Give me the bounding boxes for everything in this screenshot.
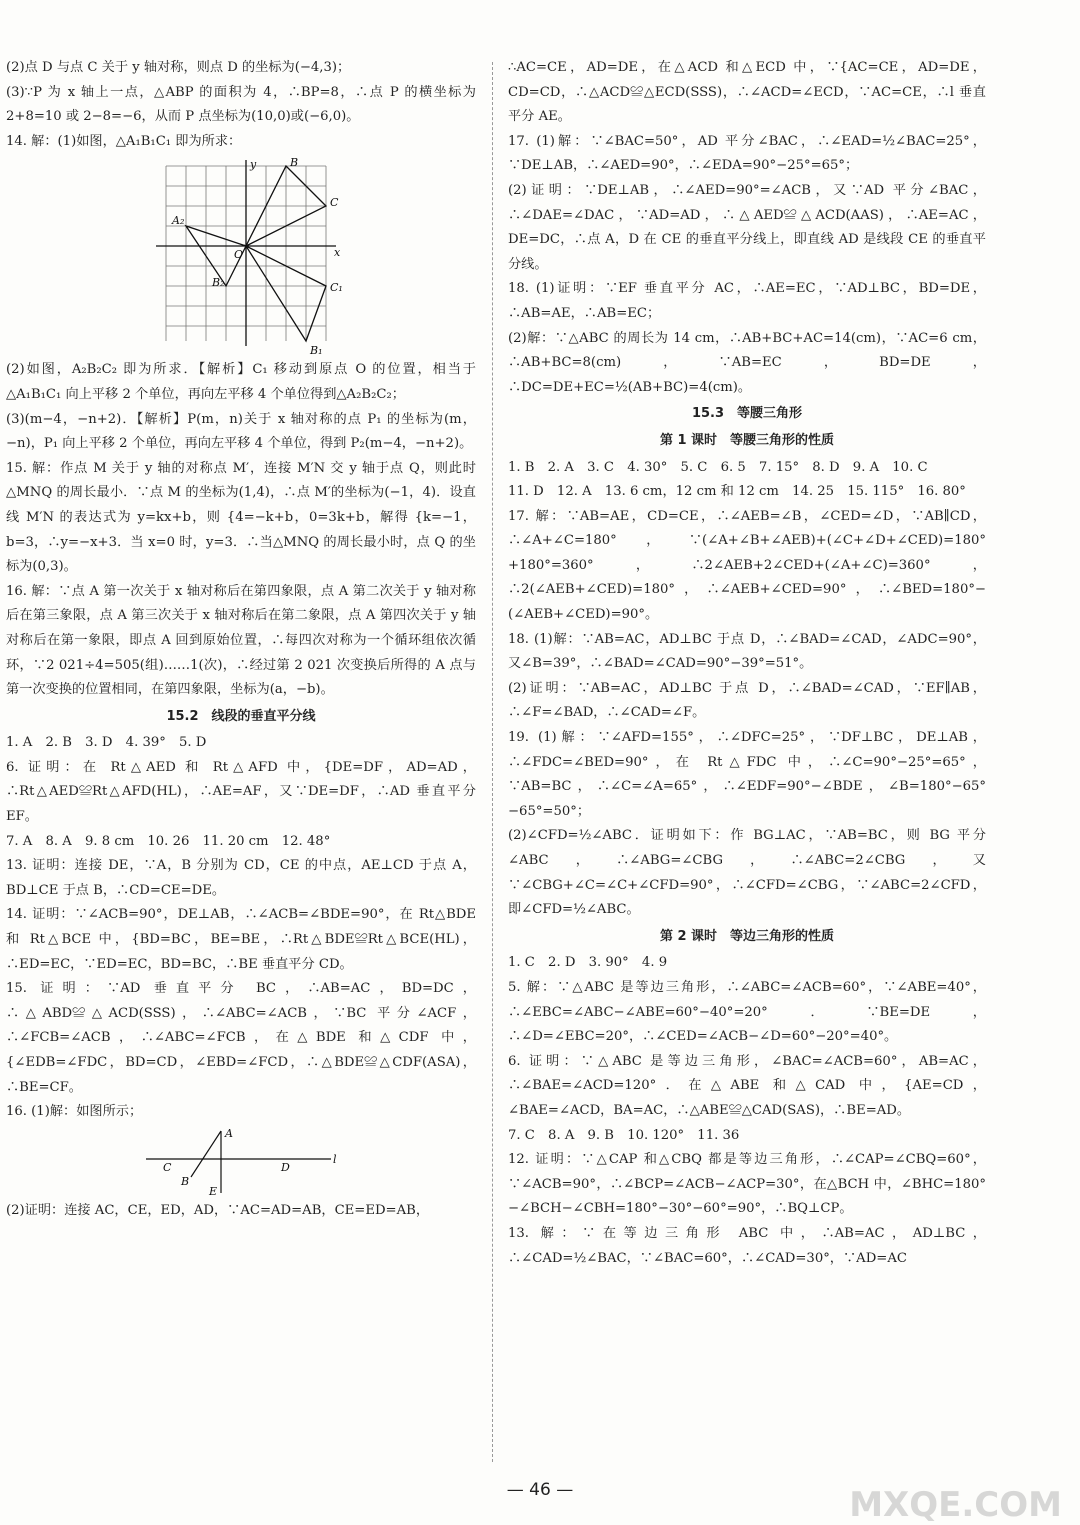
answer-text: (2)如图，A₂B₂C₂ 即为所求．【解析】C₁ 移动到原点 O 的位置，相当于△A₁B₁C₁ 向上平移 2 个单位，再向左平移 4 个单位得到△A₂B₂C₂； <box>6 362 476 402</box>
answer-text: 17. 解：∵AB=AE，CD=CE，∴∠AEB=∠B，∠CED=∠D，∵AB∥CD，∴∠A+∠C=180°，∵(∠A+∠B+∠AEB)+(∠C+∠D+∠CED)=180°+180°=360°，∴2∠AEB+2∠CED+(∠A+∠C)=360°，∴2(∠AEB+∠CED)=180°，∴∠AEB+∠CED=90°，∴∠BED=180°−(∠AEB+∠CED)=90°。 <box>508 508 986 623</box>
answer-text: (3)(m−4，−n+2)．【解析】P(m，n)关于 x 轴对称的点 P₁ 的坐标为(m，−n)，P₁ 向上平移 2 个单位，再向左平移 4 个单位，得到 P₂(m−4，−n+2)。 <box>6 411 476 452</box>
svg-text:O: O <box>234 248 244 262</box>
column-divider <box>492 62 493 1462</box>
lesson-title: 第 1 课时 等腰三角形的性质 <box>659 432 835 448</box>
svg-text:B₂: B₂ <box>212 276 225 290</box>
svg-text:E: E <box>209 1184 218 1197</box>
answer-text: (2)∠CFD=½∠ABC．证明如下：作 BG⊥AC，∵AB=BC，则 BG 平分∠ABC，∴∠ABG=∠CBG，∴∠ABC=2∠CBG，又∵∠CBG+∠C=∠C+∠CFD=90°，∴∠CFD=∠CBG，∵∠ABC=2∠CFD，即∠CFD=½∠ABC。 <box>508 828 986 918</box>
answer-text: 17. (1)解：∵∠BAC=50°，AD 平分∠BAC，∴∠EAD=½∠BAC=25°，∵DE⊥AB，∴∠AED=90°，∴∠EDA=90°−25°=65°； <box>508 133 986 174</box>
answer-text: 15. 证明：∵AD 垂直平分 BC，∴AB=AC，BD=DC，∴△ABD≌△ACD(SSS)，∴∠ABC=∠ACB，∵BC 平分∠ACF，∴∠FCB=∠ACB，∴∠ABC=∠FCB，在△BDE 和△CDF 中，{∠EDB=∠FDC，BD=CD，∠EBD=∠FCD，∴△BDE≌△CDF(ASA)，∴BE=CF。 <box>6 981 476 1095</box>
answer-text: (2)证明：连接 AC，CE，ED，AD，∵AC=AD=AB，CE=ED=AB， <box>6 1202 430 1218</box>
svg-text:B: B <box>181 1174 190 1188</box>
svg-text:x: x <box>334 246 341 260</box>
answer-text: 13. 解：∵在等边三角形 ABC 中，∴AB=AC，AD⊥BC，∴∠CAD=½∠BAC，∵∠BAC=60°，∴∠CAD=30°，∵AD=AC <box>508 1225 986 1266</box>
answer-text: 6. 证明：在 Rt△AED 和 Rt△AFD 中，{DE=DF，AD=AD，∴Rt△AED≌Rt△AFD(HL)，∴AE=AF，又∵DE=DF，∴AD 垂直平分 EF。 <box>6 759 481 825</box>
svg-text:C: C <box>163 1160 172 1174</box>
coordinate-grid-figure <box>136 156 346 356</box>
svg-text:B: B <box>290 156 299 170</box>
svg-text:l: l <box>333 1152 337 1166</box>
left-column <box>6 56 481 1223</box>
answer-text: 18. (1)证明：∵EF 垂直平分 AC，∴AE=EC，∵AD⊥BC，BD=DE，∴AB=AE，∴AB=EC； <box>508 281 986 321</box>
answer-text: 5. 解：∵△ABC 是等边三角形，∴∠ABC=∠ACB=60°，∵∠ABE=40°，∴∠EBC=∠ABC−∠ABE=60°−40°=20°．∵BE=DE，∴∠D=∠EBC=20°，∴∠CED=∠ACB−∠D=60°−20°=40°。 <box>508 979 986 1045</box>
answer-text: 15. 解：作点 M 关于 y 轴的对称点 M′，连接 M′N 交 y 轴于点 Q，则此时△MNQ 的周长最小．∵点 M 的坐标为(1,4)，∴点 M′的坐标为(−1，4)．设直线 M′N 的表达式为 y=kx+b，则 {4=−k+b，0=3k+b，解得 {k=−1，b=3，∴y=−x+3．当 x=0 时，y=3．∴当△MNQ 的周长最小时，点 Q 的坐标为(0,3)。 <box>6 460 476 575</box>
answer-text: 14. 解：(1)如图，△A₁B₁C₁ 即为所求： <box>6 133 242 149</box>
answer-text: 19. (1)解：∵∠AFD=155°，∴∠DFC=25°，∵DF⊥BC，DE⊥AB，∴∠FDC=∠BED=90°，在 Rt△FDC 中，∴∠C=90°−25°=65°，∵AB=BC，∴∠C=∠A=65°，∴∠EDF=90°−∠BDE，∠B=180°−65°−65°=50°； <box>508 730 986 819</box>
watermark: MXQE.COM <box>849 1485 1062 1525</box>
answer-text: 13. 证明：连接 DE，∵A，B 分别为 CD，CE 的中点，AE⊥CD 于点 A，BD⊥CE 于点 B，∴CD=CE=DE。 <box>6 858 476 898</box>
answer-text: ∴AC=CE，AD=DE，在△ACD 和△ECD 中，∵{AC=CE，AD=DE，CD=CD，∴△ACD≌△ECD(SSS)，∴∠ACD=∠ECD，∵AC=CE，∴l 垂直平分 AE。 <box>508 60 986 125</box>
answer-text: 16. (1)解：如图所示； <box>6 1104 143 1120</box>
answer-text: 6. 证明：∵△ABC 是等边三角形，∠BAC=∠ACB=60°，AB=AC，∴∠BAE=∠ACD=120°．在△ABE 和△CAD 中，{AE=CD，∠BAE=∠ACD，BA=AC，∴△ABE≌△CAD(SAS)，∴BE=AD。 <box>508 1053 986 1118</box>
svg-text:y: y <box>250 158 257 172</box>
svg-text:A₂: A₂ <box>172 214 185 228</box>
answer-text: 14. 证明：∵∠ACB=90°，DE⊥AB，∴∠ACB=∠BDE=90°，在 Rt△BDE 和 Rt△BCE 中，{BD=BC，BE=BE，∴Rt△BDE≌Rt△BCE(HL)，∴ED=EC，∵ED=EC，BD=BC，∴BE 垂直平分 CD。 <box>6 907 481 972</box>
lesson-title: 第 2 课时 等边三角形的性质 <box>659 928 835 944</box>
answer-text: 16. 解：∵点 A 第一次关于 x 轴对称后在第四象限，点 A 第二次关于 y 轴对称后在第三象限，点 A 第三次关于 x 轴对称后在第二象限，点 A 第四次关于 y 轴对称后在第一象限，即点 A 回到原始位置，∴每四次对称为一个循环组依次循环，∵2 021÷4=505(组)……1(次)，∴经过第 2 021 次变换后所得的 A 点与第一次变换的位置相同，在第四象限，坐标为(a，−b)。 <box>6 583 476 698</box>
answer-text: 1. A 2. B 3. D 4. 39° 5. D <box>6 735 207 751</box>
svg-text:C₁: C₁ <box>330 281 343 295</box>
answer-text: 1. C 2. D 3. 90° 4. 9 <box>508 955 668 971</box>
svg-text:D: D <box>281 1160 290 1174</box>
answer-text: 7. A 8. A 9. 8 cm 10. 26 11. 20 cm 12. 48° <box>6 833 331 849</box>
answer-text: 12. 证明：∵△CAP 和△CBQ 都是等边三角形，∴∠CAP=∠CBQ=60°，∵∠ACB=90°，∴∠BCP=∠ACB−∠ACP=30°，在△BCH 中，∠BHC=180°−∠BCH−∠CBH=180°−30°−60°=90°，∴BQ⊥CP。 <box>508 1152 986 1217</box>
answer-text: (2)证明：∵DE⊥AB，∴∠AED=90°=∠ACB，又∵AD 平分∠BAC，∴∠DAE=∠DAC，∵AD=AD，∴△AED≌△ACD(AAS)，∴AE=AC，DE=DC，∴点 A，D 在 CE 的垂直平分线上，即直线 AD 是线段 CE 的垂直平分线。 <box>508 182 986 272</box>
answer-text: 1. B 2. A 3. C 4. 30° 5. C 6. 5 7. 15° 8. D 9. A 10. C <box>508 459 928 475</box>
answer-text: 7. C 8. A 9. B 10. 120° 11. 36 <box>508 1127 740 1143</box>
svg-text:B₁: B₁ <box>310 344 323 357</box>
answer-text: (2)证明：∵AB=AC，AD⊥BC 于点 D，∴∠BAD=∠CAD，∵EF∥AB，∴∠F=∠BAD，∴∠CAD=∠F。 <box>508 680 986 721</box>
page-number: — 46 — <box>506 1480 574 1500</box>
answer-text: (2)点 D 与点 C 关于 y 轴对称，则点 D 的坐标为(−4,3)； <box>6 60 351 75</box>
line-l-figure <box>141 1127 341 1197</box>
answer-text: (3)∵P 为 x 轴上一点，△ABP 的面积为 4，∴BP=8，∴点 P 的横坐标为 2+8=10 或 2−8=−6，从而 P 点坐标为(10,0)或(−6,0)。 <box>6 84 481 125</box>
answer-text: 11. D 12. A 13. 6 cm，12 cm 和 12 cm 14. 25 15. 115° 16. 80° <box>508 484 966 500</box>
section-title: 15.2 线段的垂直平分线 <box>166 708 316 724</box>
svg-text:A: A <box>225 1126 233 1140</box>
section-title: 15.3 等腰三角形 <box>691 406 803 422</box>
answer-text: (2)解：∵△ABC 的周长为 14 cm，∴AB+BC+AC=14(cm)，∵AC=6 cm，∴AB+BC=8(cm)，∵AB=EC，BD=DE，∴DC=DE+EC=½(AB+BC)=4(cm)。 <box>508 330 986 395</box>
right-column <box>508 56 986 1271</box>
svg-text:C: C <box>330 196 339 210</box>
answer-text: 18. (1)解：∵AB=AC，AD⊥BC 于点 D，∴∠BAD=∠CAD，∠ADC=90°，又∠B=39°，∴∠BAD=∠CAD=90°−39°=51°。 <box>508 631 986 672</box>
